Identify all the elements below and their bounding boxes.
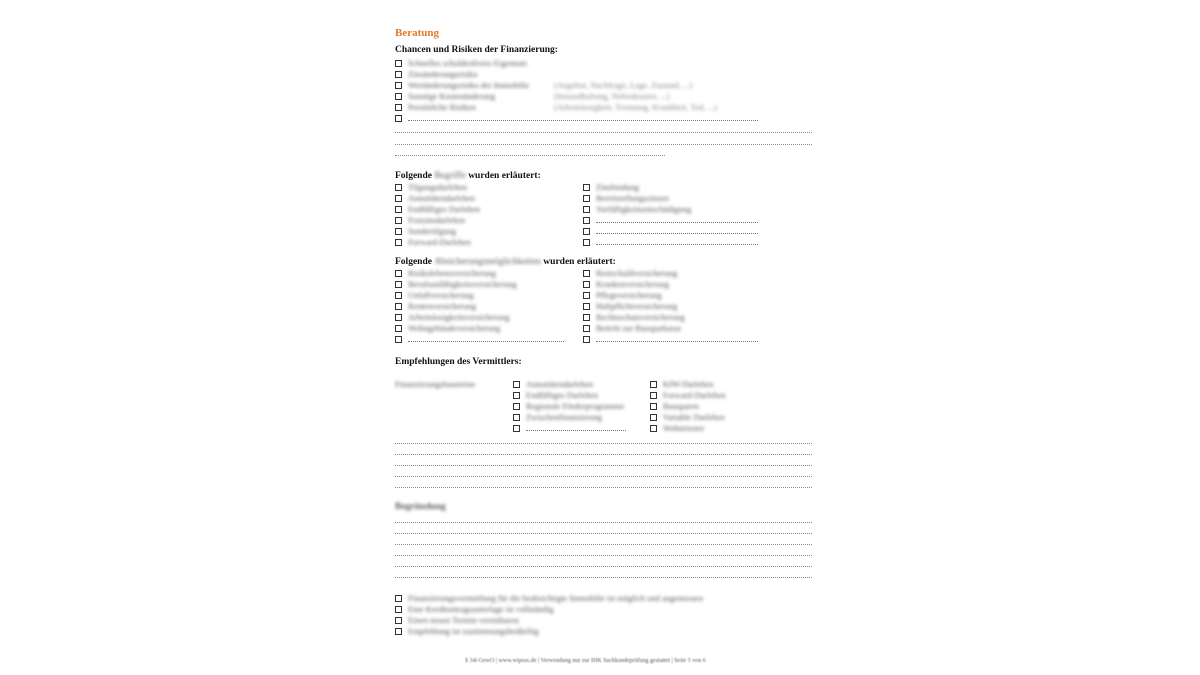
- risk-item[interactable]: Zinsänderungsrisiko: [395, 69, 477, 79]
- checkbox[interactable]: [513, 403, 520, 410]
- protection-item[interactable]: Krankenversicherung: [583, 279, 669, 289]
- recommendation-item[interactable]: Wohnriester: [650, 423, 704, 433]
- building-blocks-label: Finanzierungsbausteine: [395, 379, 476, 389]
- checkbox[interactable]: [583, 292, 590, 299]
- protection-heading: Folgende Absicherungsmöglichkeiten wurden erläutert:: [395, 257, 616, 267]
- protection-item[interactable]: Haftpflichtversicherung: [583, 301, 677, 311]
- fill-in-line[interactable]: [596, 238, 758, 245]
- checkbox[interactable]: [583, 336, 590, 343]
- notes-line[interactable]: [395, 475, 812, 477]
- notes-line[interactable]: [395, 486, 812, 488]
- notes-line[interactable]: [395, 554, 812, 556]
- justification-heading: Begründung: [395, 502, 446, 512]
- checkbox[interactable]: [583, 281, 590, 288]
- checkbox[interactable]: [395, 314, 402, 321]
- term-item-other[interactable]: [583, 226, 758, 236]
- checkbox[interactable]: [650, 392, 657, 399]
- recommendation-item[interactable]: Regionale Förderprogramme: [513, 401, 624, 411]
- notes-line[interactable]: [395, 532, 812, 534]
- protection-item[interactable]: Unfallversicherung: [395, 290, 474, 300]
- page-footer: § 34i GewO | www.wiprax.de | Verwendung nur zur IHK Sachkundeprüfung gestattet | Seite 5 von 6: [465, 658, 706, 664]
- recommendation-item[interactable]: KfW-Darlehen: [650, 379, 714, 389]
- protection-item-other[interactable]: [583, 334, 758, 344]
- checkbox[interactable]: [395, 217, 402, 224]
- risk-item[interactable]: Sonstige Kostenänderung (Instandhaltung, Nebenkosten, ...): [395, 91, 669, 101]
- checkbox[interactable]: [395, 228, 402, 235]
- fill-in-line[interactable]: [408, 335, 564, 342]
- notes-line[interactable]: [395, 521, 812, 523]
- notes-line[interactable]: [395, 576, 812, 578]
- notes-line[interactable]: [395, 143, 812, 145]
- checkbox[interactable]: [395, 303, 402, 310]
- checkbox[interactable]: [395, 60, 402, 67]
- checkbox[interactable]: [395, 628, 402, 635]
- protection-item[interactable]: Berufsunfähigkeitsversicherung: [395, 279, 517, 289]
- checkbox[interactable]: [395, 595, 402, 602]
- checkbox[interactable]: [650, 425, 657, 432]
- protection-item[interactable]: Pflegeversicherung: [583, 290, 662, 300]
- checkbox[interactable]: [395, 93, 402, 100]
- checkbox[interactable]: [583, 206, 590, 213]
- notes-line[interactable]: [395, 453, 812, 455]
- checkbox[interactable]: [583, 303, 590, 310]
- checkbox[interactable]: [395, 71, 402, 78]
- recommendation-item[interactable]: Bausparen: [650, 401, 699, 411]
- recommendation-item[interactable]: Zwischenfinanzierung: [513, 412, 602, 422]
- notes-line[interactable]: [395, 543, 812, 545]
- checkbox[interactable]: [395, 336, 402, 343]
- checkbox[interactable]: [395, 195, 402, 202]
- checkbox[interactable]: [583, 195, 590, 202]
- checkbox[interactable]: [583, 217, 590, 224]
- risk-item-other[interactable]: [395, 113, 758, 123]
- risk-item[interactable]: Schnelles schuldenfreies Eigentum: [395, 58, 527, 68]
- risk-item[interactable]: Persönliche Risiken (Arbeitslosigkeit, Trennung, Krankheit, Tod, ...): [395, 102, 717, 112]
- checkbox[interactable]: [513, 381, 520, 388]
- fill-in-line[interactable]: [408, 114, 758, 121]
- checkbox[interactable]: [513, 425, 520, 432]
- checkbox[interactable]: [395, 325, 402, 332]
- term-item-other[interactable]: [583, 215, 758, 225]
- protection-item-other[interactable]: [395, 334, 564, 344]
- term-item[interactable]: Sondertilgung: [395, 226, 456, 236]
- protection-item[interactable]: Beitritt zur Bausparkasse: [583, 323, 681, 333]
- checkbox[interactable]: [650, 403, 657, 410]
- term-item[interactable]: Tilgungsdarlehen: [395, 182, 467, 192]
- checkbox[interactable]: [513, 414, 520, 421]
- recommendation-item[interactable]: Annuitätendarlehen: [513, 379, 593, 389]
- section-title: Beratung: [395, 27, 439, 39]
- term-item[interactable]: Forward-Darlehen: [395, 237, 471, 247]
- final-item[interactable]: Eine Kreditantragsunterlage ist vollständig: [395, 604, 554, 614]
- fill-in-line[interactable]: [596, 216, 758, 223]
- recommendation-item-other[interactable]: [513, 423, 626, 433]
- final-item[interactable]: Einen neuen Termin vereinbaren: [395, 615, 519, 625]
- checkbox[interactable]: [395, 115, 402, 122]
- protection-item[interactable]: Rentenversicherung: [395, 301, 476, 311]
- checkbox[interactable]: [650, 414, 657, 421]
- recommendation-item[interactable]: Forward-Darlehen: [650, 390, 726, 400]
- checkbox[interactable]: [395, 606, 402, 613]
- checkbox[interactable]: [395, 206, 402, 213]
- term-item[interactable]: Endfälliges Darlehen: [395, 204, 480, 214]
- recommendations-heading: Empfehlungen des Vermittlers:: [395, 357, 522, 367]
- notes-line[interactable]: [395, 154, 665, 156]
- protection-item[interactable]: Wohngebäudeversicherung: [395, 323, 500, 333]
- checkbox[interactable]: [395, 281, 402, 288]
- fill-in-line[interactable]: [596, 227, 758, 234]
- checkbox[interactable]: [583, 184, 590, 191]
- protection-item[interactable]: Arbeitslosigkeitsversicherung: [395, 312, 510, 322]
- final-item[interactable]: Empfehlung ist zustimmungsbedürftig: [395, 626, 539, 636]
- protection-item[interactable]: Risikolebensversicherung: [395, 268, 496, 278]
- checkbox[interactable]: [395, 184, 402, 191]
- term-item[interactable]: Vorfälligkeitsentschädigung: [583, 204, 691, 214]
- recommendation-item[interactable]: Endfälliges Darlehen: [513, 390, 598, 400]
- checkbox[interactable]: [395, 82, 402, 89]
- checkbox[interactable]: [583, 228, 590, 235]
- risk-item[interactable]: Wertänderungsrisiko der Immobilie (Angebot, Nachfrage, Lage, Zustand, ...): [395, 80, 692, 90]
- notes-line[interactable]: [395, 464, 812, 466]
- term-item[interactable]: Zinsbindung: [583, 182, 639, 192]
- notes-line[interactable]: [395, 442, 812, 444]
- checkbox[interactable]: [513, 392, 520, 399]
- notes-line[interactable]: [395, 565, 812, 567]
- checkbox[interactable]: [395, 292, 402, 299]
- checkbox[interactable]: [650, 381, 657, 388]
- term-item-other[interactable]: [583, 237, 758, 247]
- protection-item[interactable]: Restschuldversicherung: [583, 268, 677, 278]
- checkbox[interactable]: [395, 239, 402, 246]
- checkbox[interactable]: [583, 314, 590, 321]
- fill-in-line[interactable]: [596, 335, 758, 342]
- checkbox[interactable]: [395, 104, 402, 111]
- checkbox[interactable]: [395, 617, 402, 624]
- checkbox[interactable]: [583, 270, 590, 277]
- checkbox[interactable]: [583, 325, 590, 332]
- notes-line[interactable]: [395, 131, 812, 133]
- terms-heading: Folgende Begriffe wurden erläutert:: [395, 171, 541, 181]
- fill-in-line[interactable]: [526, 424, 626, 431]
- recommendation-item[interactable]: Variable Darlehen: [650, 412, 725, 422]
- checkbox[interactable]: [395, 270, 402, 277]
- protection-item[interactable]: Rechtsschutzversicherung: [583, 312, 685, 322]
- term-item[interactable]: Annuitätendarlehen: [395, 193, 475, 203]
- final-item[interactable]: Finanzierungsvermittlung für die beabsichtigte Immobilie ist möglich und angemessen: [395, 593, 703, 603]
- term-item[interactable]: Bereitstellungszinsen: [583, 193, 669, 203]
- term-item[interactable]: Festzinsdarlehen: [395, 215, 465, 225]
- chances-risks-heading: Chancen und Risiken der Finanzierung:: [395, 45, 558, 55]
- document-page: [395, 0, 815, 675]
- checkbox[interactable]: [583, 239, 590, 246]
